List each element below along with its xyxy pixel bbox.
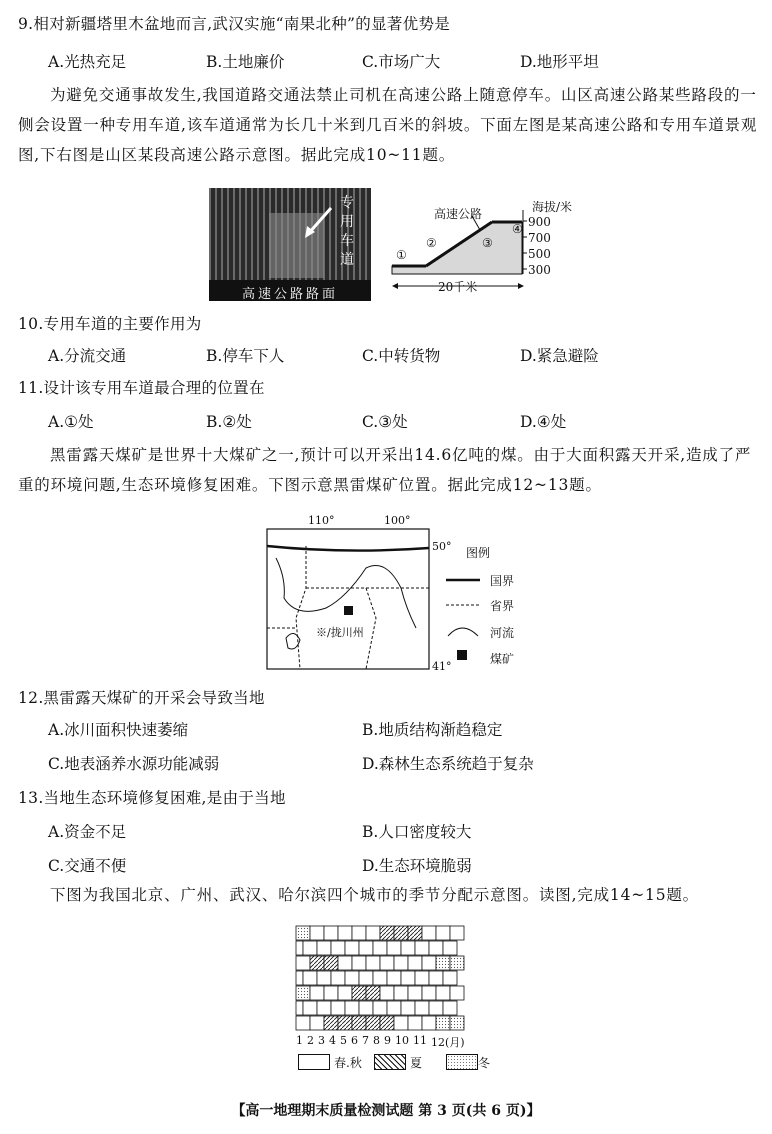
marker-4: ④ <box>512 222 523 236</box>
season-cell <box>394 926 408 940</box>
season-cell <box>408 1016 422 1030</box>
month-6: 6 <box>351 1034 358 1047</box>
season-cell <box>380 956 394 970</box>
q9-option-c[interactable]: C.市场广大 <box>362 53 441 71</box>
season-cell <box>338 1016 352 1030</box>
q9-option-d[interactable]: D.地形平坦 <box>520 53 599 71</box>
q9-option-a[interactable]: A.光热充足 <box>48 53 127 71</box>
q11-option-c[interactable]: C.③处 <box>362 413 408 431</box>
season-brick <box>373 941 387 955</box>
q11-option-b[interactable]: B.②处 <box>206 413 252 431</box>
tick-900: 900 <box>528 215 551 229</box>
season-brick <box>345 971 359 985</box>
season-cell <box>352 986 366 1000</box>
question-11-stem: 11.设计该专用车道最合理的位置在 <box>18 379 265 397</box>
q13-option-c[interactable]: C.交通不便 <box>48 857 127 875</box>
season-brick <box>359 941 373 955</box>
legend-province-border: 省界 <box>490 599 515 613</box>
season-cell <box>450 986 464 1000</box>
season-brick <box>303 941 317 955</box>
season-brick <box>443 1001 457 1015</box>
q12-option-c[interactable]: C.地表涵养水源功能减弱 <box>48 755 220 773</box>
season-brick <box>359 971 373 985</box>
season-cell <box>380 986 394 1000</box>
question-13-stem: 13.当地生态环境修复困难,是由于当地 <box>18 789 286 807</box>
map-city-label: ※/拢川州 <box>316 626 364 639</box>
season-brick <box>303 971 317 985</box>
season-brick <box>373 1001 387 1015</box>
profile-distance-label: 20千米 <box>438 280 478 294</box>
q10-option-d[interactable]: D.紧急避险 <box>520 347 599 365</box>
marker-1: ① <box>396 248 407 262</box>
month-12: 12(月) <box>431 1036 465 1049</box>
month-7: 7 <box>362 1034 369 1047</box>
season-cell <box>310 956 324 970</box>
season-cell <box>380 1016 394 1030</box>
coal-mine-map <box>266 528 430 670</box>
profile-road-label: 高速公路 <box>434 207 483 221</box>
season-brick <box>359 1001 373 1015</box>
question-10-stem: 10.专用车道的主要作用为 <box>18 315 202 333</box>
season-cell <box>310 1016 324 1030</box>
month-2: 2 <box>307 1034 314 1047</box>
season-brick <box>415 1001 429 1015</box>
season-cell <box>310 926 324 940</box>
map-lat-41: 41° <box>432 660 452 673</box>
season-brick <box>331 941 345 955</box>
month-11: 11 <box>413 1034 427 1047</box>
season-cell <box>352 956 366 970</box>
q12-option-d[interactable]: D.森林生态系统趋于复杂 <box>362 755 534 773</box>
season-cell <box>366 926 380 940</box>
season-cell <box>408 986 422 1000</box>
season-cell <box>352 1016 366 1030</box>
season-brick <box>443 941 457 955</box>
season-brick <box>387 941 401 955</box>
season-cell <box>352 926 366 940</box>
season-brick <box>401 941 415 955</box>
season-brick <box>345 1001 359 1015</box>
season-cell <box>380 926 394 940</box>
season-cell <box>296 986 310 1000</box>
season-month-axis <box>296 1034 476 1050</box>
legend-spring-autumn-swatch <box>298 1054 330 1070</box>
season-distribution-chart <box>294 924 474 1034</box>
tick-300: 300 <box>528 263 551 277</box>
season-brick <box>401 971 415 985</box>
tick-700: 700 <box>528 231 551 245</box>
season-brick <box>331 971 345 985</box>
q12-option-a[interactable]: A.冰川面积快速萎缩 <box>48 721 189 739</box>
q12-option-b[interactable]: B.地质结构渐趋稳定 <box>362 721 503 739</box>
legend-summer: 夏 <box>410 1056 423 1070</box>
season-cell <box>338 926 352 940</box>
season-cell <box>338 956 352 970</box>
q11-option-a[interactable]: A.①处 <box>48 413 94 431</box>
season-brick <box>415 941 429 955</box>
tick-500: 500 <box>528 247 551 261</box>
season-cell <box>338 986 352 1000</box>
marker-2: ② <box>426 236 437 250</box>
season-brick-row <box>296 1001 457 1015</box>
q10-option-b[interactable]: B.停车下人 <box>206 347 285 365</box>
season-row-1 <box>296 926 464 940</box>
month-5: 5 <box>340 1034 347 1047</box>
season-brick <box>317 941 331 955</box>
season-brick <box>317 1001 331 1015</box>
season-cell <box>394 986 408 1000</box>
season-brick <box>387 971 401 985</box>
photo-label-lane: 专用车道 <box>340 195 354 268</box>
season-brick <box>443 971 457 985</box>
season-cell <box>408 956 422 970</box>
season-cell <box>366 1016 380 1030</box>
month-10: 10 <box>395 1034 409 1047</box>
season-cell <box>366 956 380 970</box>
q13-option-d[interactable]: D.生态环境脆弱 <box>362 857 472 875</box>
map-lon-110: 110° <box>308 514 335 527</box>
season-cell <box>324 956 338 970</box>
season-brick <box>401 1001 415 1015</box>
season-cell <box>324 926 338 940</box>
season-cell <box>296 956 310 970</box>
season-cell <box>422 986 436 1000</box>
season-brick <box>415 971 429 985</box>
intro-10-11: 为避免交通事故发生,我国道路交通法禁止司机在高速公路上随意停车。山区高速公路某些路段的一侧会设置一种专用车道,该车道通常为长几十米到几百米的斜坡。下面左图是某高速公路和专用车道景观图,下右图是山区某段高速公路示意图。据此完成10~11题。 <box>18 86 758 164</box>
season-cell <box>324 1016 338 1030</box>
legend-spring-autumn: 春.秋 <box>334 1056 362 1070</box>
season-brick-row <box>296 971 457 985</box>
season-cell <box>436 956 450 970</box>
season-brick <box>429 971 443 985</box>
marker-3: ③ <box>482 236 493 250</box>
legend-winter-swatch <box>446 1054 478 1070</box>
season-row-2 <box>296 956 464 970</box>
q10-option-c[interactable]: C.中转货物 <box>362 347 441 365</box>
month-3: 3 <box>318 1034 325 1047</box>
q9-option-b[interactable]: B.土地廉价 <box>206 53 285 71</box>
season-brick-row <box>296 941 457 955</box>
q10-option-a[interactable]: A.分流交通 <box>48 347 127 365</box>
season-cell <box>436 1016 450 1030</box>
season-cell <box>324 986 338 1000</box>
legend-winter: 冬 <box>478 1056 491 1070</box>
season-brick <box>296 1001 303 1015</box>
page-footer: 【高一地理期末质量检测试题 第 3 页(共 6 页)】 <box>231 1103 541 1119</box>
map-lon-100: 100° <box>384 514 411 527</box>
month-8: 8 <box>373 1034 380 1047</box>
season-cell <box>450 1016 464 1030</box>
intro-12-13: 黑雷露天煤矿是世界十大煤矿之一,预计可以开采出14.6亿吨的煤。由于大面积露天开采,造成了严重的环境问题,生态环境修复困难。下图示意黑雷煤矿位置。据此完成12~13题。 <box>18 446 752 494</box>
season-cell <box>450 956 464 970</box>
question-9-stem: 9.相对新疆塔里木盆地而言,武汉实施“南果北种”的显著优势是 <box>18 15 451 33</box>
season-cell <box>394 956 408 970</box>
season-cell <box>422 956 436 970</box>
season-cell <box>408 926 422 940</box>
season-cell <box>422 1016 436 1030</box>
season-brick <box>296 941 303 955</box>
season-brick <box>317 971 331 985</box>
intro-14-15: 下图为我国北京、广州、武汉、哈尔滨四个城市的季节分配示意图。读图,完成14~15题。 <box>50 886 699 904</box>
season-cell <box>436 986 450 1000</box>
month-1: 1 <box>296 1034 303 1047</box>
month-9: 9 <box>384 1034 391 1047</box>
legend-coal-mine: 煤矿 <box>490 652 515 666</box>
q13-option-b[interactable]: B.人口密度较大 <box>362 823 472 841</box>
profile-axis-title: 海拔/米 <box>532 200 573 214</box>
season-brick <box>429 1001 443 1015</box>
map-lat-50: 50° <box>432 540 452 553</box>
season-cell <box>296 1016 310 1030</box>
legend-national-border: 国界 <box>490 574 515 588</box>
q13-option-a[interactable]: A.资金不足 <box>48 823 127 841</box>
season-brick <box>373 971 387 985</box>
season-row-4 <box>296 1016 464 1030</box>
season-brick <box>429 941 443 955</box>
season-brick <box>387 1001 401 1015</box>
season-cell <box>450 926 464 940</box>
photo-label-road: 高速公路路面 <box>241 287 338 302</box>
legend-river: 河流 <box>490 626 515 640</box>
season-cell <box>394 1016 408 1030</box>
legend-title: 图例 <box>466 546 491 560</box>
legend-summer-swatch <box>374 1054 406 1070</box>
season-brick <box>296 971 303 985</box>
season-cell <box>296 926 310 940</box>
month-4: 4 <box>329 1034 336 1047</box>
q11-option-d[interactable]: D.④处 <box>520 413 567 431</box>
season-brick <box>345 941 359 955</box>
season-cell <box>366 986 380 1000</box>
season-row-3 <box>296 986 464 1000</box>
season-cell <box>436 926 450 940</box>
question-12-stem: 12.黑雷露天煤矿的开采会导致当地 <box>18 689 265 707</box>
season-brick <box>331 1001 345 1015</box>
season-cell <box>310 986 324 1000</box>
season-cell <box>422 926 436 940</box>
season-brick <box>303 1001 317 1015</box>
